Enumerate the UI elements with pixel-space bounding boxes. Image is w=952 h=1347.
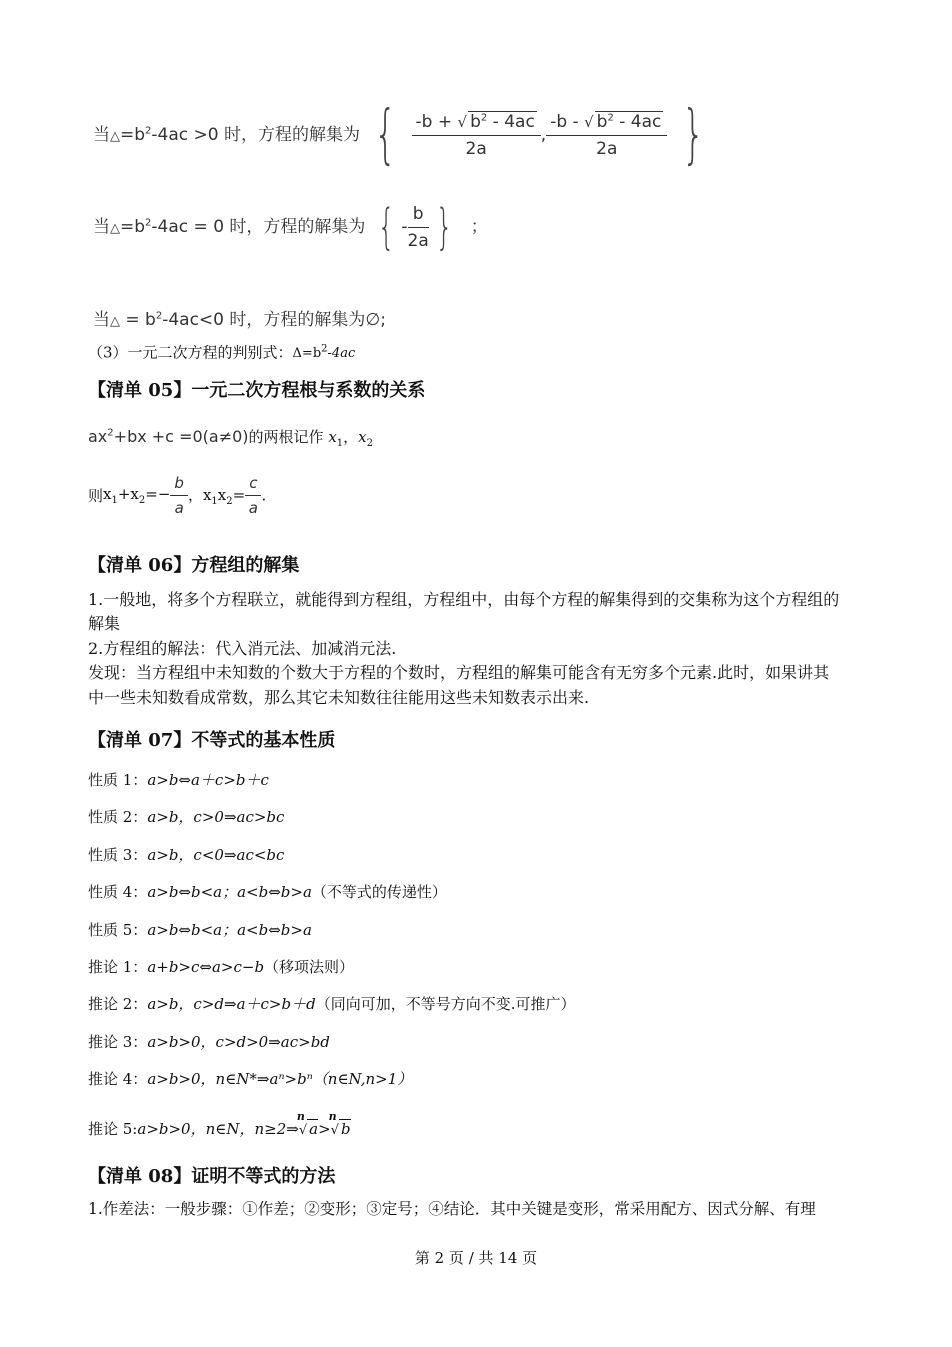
property-line: 推论 3：a>b>0，c>d>0⇒ac>bd xyxy=(88,1033,330,1051)
paragraph: 1.一般地，将多个方程联立，就能得到方程组，方程组中，由每个方程的解集得到的交集称为这个方程组的 xyxy=(88,590,840,609)
paragraph: 2.方程组的解法：代入消元法、加减消元法. xyxy=(88,639,397,658)
vieta-formulas: 则$x_1+x_2=-$ $\frac{b}{a}$ ，$x_1x_2=$ $\frac{c}{a}$ . xyxy=(88,474,267,517)
double-root-fraction: $\frac{b}{2a}$ xyxy=(407,203,429,251)
paragraph: 发现：当方程组中未知数的个数大于方程的个数时，方程组的解集可能含有无穷多个元素.此时，如果讲其 xyxy=(88,663,830,682)
section-heading-05: 【清单 05】一元二次方程根与系数的关系 xyxy=(88,380,426,401)
discriminant-positive-line: 当$\triangle=b^2-4ac >0$ 时，方程的解集为 { $\frac{-b + √ b^2 - 4ac}{2a}$ , $\frac{-b - √ b^2 - 4ac}{2a}$ } xyxy=(93,98,705,172)
property-line: 性质 5：a>b⇔b<a；a<b⇔b>a xyxy=(88,921,312,939)
discriminant-zero-line: 当$\triangle=b^2-4ac = 0$ 时，方程的解集为 { - $\frac{b}{2a}$ } ； xyxy=(93,199,488,255)
section-heading-07: 【清单 07】不等式的基本性质 xyxy=(88,730,336,751)
paragraph: 中一些未知数看成常数，那么其它未知数往往能用这些未知数表示出来. xyxy=(88,688,590,707)
section-heading-08: 【清单 08】证明不等式的方法 xyxy=(88,1166,336,1187)
property-line: 性质 3：a>b，c<0⇒ac<bc xyxy=(88,846,285,864)
discriminant-negative-line: 当△ = $b^2-4ac<0$ 时，方程的解集为∅; xyxy=(93,310,386,330)
discriminant-definition: （3）一元二次方程的判别式：$\Delta=b^2-4ac$ xyxy=(88,343,356,362)
paragraph: 1.作差法：一般步骤：①作差；②变形；③定号；④结论．其中关键是变形，常采用配方、因式分解、有理 xyxy=(88,1200,816,1218)
property-line: 性质 2：a>b，c>0⇒ac>bc xyxy=(88,808,285,826)
paragraph: 解集 xyxy=(88,614,121,633)
property-line: 性质 1：a>b⇔a＋c>b＋c xyxy=(88,771,269,789)
property-line: 推论 2：a>b，c>d⇒a＋c>b＋d（同向可加，不等号方向不变.可推广） xyxy=(88,995,576,1013)
property-line: 推论 4：a>b>0，n∈N*⇒aⁿ>bⁿ（n∈N,n>1） xyxy=(88,1070,413,1088)
page-footer: 第 2 页 / 共 14 页 xyxy=(414,1249,538,1267)
root-plus-fraction: $\frac{-b + √ b^2 - 4ac}{2a}$ xyxy=(412,111,541,159)
property-line: 推论 1：a+b>c⇔a>c−b（移项法则） xyxy=(88,958,355,976)
corollary-5-line: 推论 5:a>b>0，n∈N，n≥2⇒ n √ a> n √ b xyxy=(88,1110,351,1138)
property-line: 性质 4：a>b⇔b<a；a<b⇔b>a（不等式的传递性） xyxy=(88,883,447,901)
section-heading-06: 【清单 06】方程组的解集 xyxy=(88,555,300,576)
quadratic-roots-line: $ax^2+bx +c =0(a\ne 0)$的两根记作 $x_1$，$x_2$ xyxy=(88,427,374,449)
root-minus-fraction: $\frac{-b - √ b^2 - 4ac}{2a}$ xyxy=(546,111,667,159)
